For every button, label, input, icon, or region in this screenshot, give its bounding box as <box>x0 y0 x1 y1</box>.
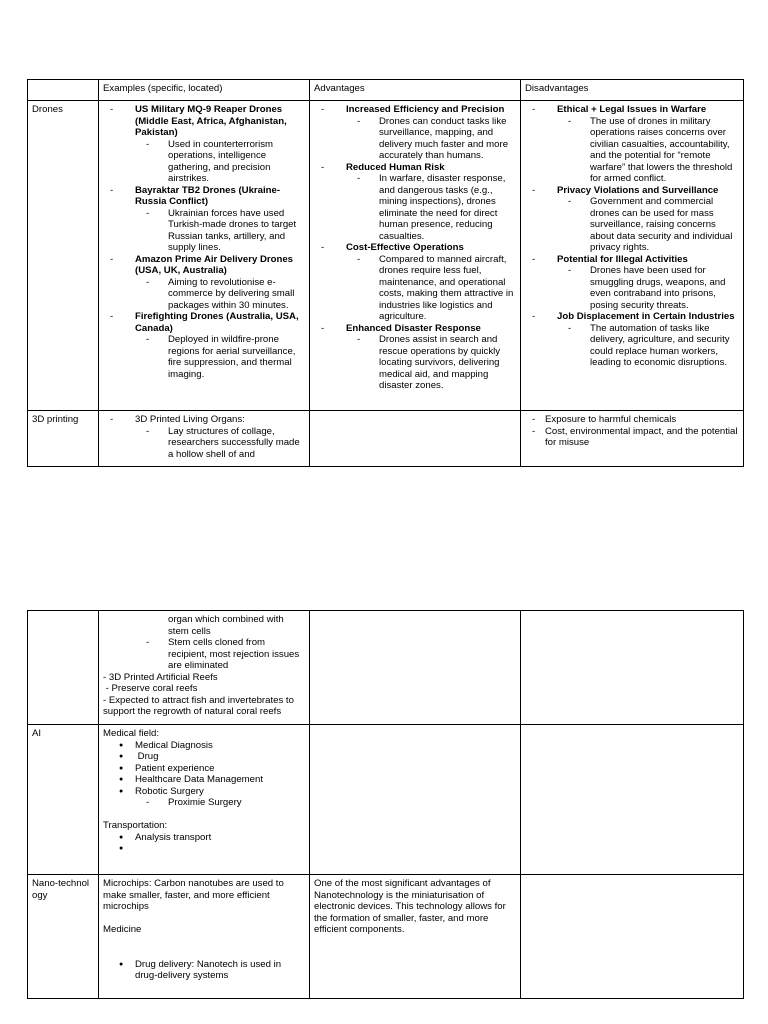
printing-disadvantages-continued-cell <box>521 611 744 725</box>
example-detail: - Ukrainian forces have used Turkish-made drones to target Russian tanks, artillery, and supply lines. <box>168 208 305 254</box>
header-cell-blank <box>28 80 99 101</box>
row-label-blank <box>28 611 99 725</box>
comparison-table-page-1 <box>27 79 744 467</box>
header-cell-examples: Examples (specific, located) <box>99 80 310 101</box>
list-item <box>346 323 516 392</box>
example-title: Firefighting Drones (Australia, USA, Canada) <box>135 311 299 334</box>
list-item: - Cost, environmental impact, and the potential for misuse <box>545 426 739 449</box>
drones-examples-cell <box>99 101 310 411</box>
list-item <box>135 104 305 185</box>
list-item <box>557 104 739 185</box>
medical-heading: Medical field: <box>103 728 159 739</box>
ai-advantages-cell <box>310 725 521 875</box>
list-item <box>135 311 305 380</box>
comparison-table-page-2 <box>27 610 744 999</box>
example-detail: - Stem cells cloned from recipient, most rejection issues are eliminated <box>168 637 305 672</box>
transport-heading: Transportation: <box>103 820 168 831</box>
table-row-ai <box>28 725 744 875</box>
printing-examples-cell <box>99 411 310 467</box>
list-item: ● Drug delivery: Nanotech is used in drug-delivery systems <box>135 959 305 982</box>
advantage-detail: - In warfare, disaster response, and dangerous tasks (e.g., mining inspections), drones eliminate the need for direct human presence, reducing casualties. <box>379 173 516 242</box>
disadvantage-detail: - The use of drones in military operations raises concerns over civilian casualties, accountability, and the potential for “remote warfare” that lowers the threshold for armed conflict. <box>590 116 739 185</box>
drones-advantages-cell <box>310 101 521 411</box>
advantage-text: One of the most significant advantages of Nanotechnology is the miniaturisation of electronic devices. This technology allows for the formation of smaller, faster, and more efficient components. <box>314 878 506 935</box>
list-item <box>135 614 305 672</box>
list-item: - Exposure to harmful chemicals <box>545 414 739 426</box>
disadvantage-title: Privacy Violations and Surveillance <box>557 184 719 196</box>
list-item <box>346 242 516 323</box>
printing-examples-continued-cell <box>99 611 310 725</box>
reefs-line: - Expected to attract fish and invertebrates to support the regrowth of natural coral reefs <box>103 694 294 717</box>
example-title: Bayraktar TB2 Drones (Ukraine-Russia Conflict) <box>135 184 281 207</box>
nano-advantages-cell <box>310 875 521 999</box>
example-detail-continued <box>168 614 305 637</box>
medicine-heading: Medicine <box>103 924 142 935</box>
header-row <box>28 80 744 101</box>
reefs-heading: - 3D Printed Artificial Reefs <box>103 671 218 683</box>
list-item <box>346 162 516 243</box>
row-label-text: Nano-technology <box>32 878 90 901</box>
list-item: ● Healthcare Data Management <box>135 774 305 786</box>
list-item: ● Analysis transport <box>135 832 305 844</box>
drones-disadvantages-cell <box>521 101 744 411</box>
disadvantage-title: Potential for Illegal Activities <box>557 253 688 265</box>
disadvantage-title: Job Displacement in Certain Industries <box>557 311 735 322</box>
advantage-detail: - Drones can conduct tasks like surveillance, mapping, and delivery much faster and more accurately than humans. <box>379 116 516 162</box>
example-title: US Military MQ-9 Reaper Drones (Middle East, Africa, Afghanistan, Pakistan) <box>135 104 287 138</box>
advantage-title: Increased Efficiency and Precision <box>346 104 505 115</box>
row-label-drones: Drones <box>28 101 99 411</box>
example-detail: - Lay structures of collage, researchers successfully made a hollow shell of and <box>168 426 305 461</box>
example-detail: - Used in counterterrorism operations, intelligence gathering, and precision airstrikes. <box>168 139 305 185</box>
header-cell-disadvantages: Disadvantages <box>521 80 744 101</box>
printing-disadvantages-cell <box>521 411 744 467</box>
example-title: 3D Printed Living Organs: <box>135 414 245 425</box>
printing-advantages-continued-cell <box>310 611 521 725</box>
sub-item: - Proximie Surgery <box>168 797 305 809</box>
list-item <box>557 185 739 254</box>
list-item <box>346 104 516 162</box>
example-detail: - Aiming to revolutionise e-commerce by delivering small packages within 30 minutes. <box>168 277 305 312</box>
list-item <box>557 254 739 312</box>
list-item <box>557 311 739 369</box>
header-cell-advantages: Advantages <box>310 80 521 101</box>
disadvantage-detail: - Drones have been used for smuggling drugs, weapons, and even contraband into prisons, posing security threats. <box>590 265 739 311</box>
advantage-detail: - Compared to manned aircraft, drones require less fuel, maintenance, and operational costs, making them attractive in industries like logistics and agriculture. <box>379 254 516 323</box>
advantage-detail: - Drones assist in search and rescue operations by quickly locating survivors, delivering medical aid, and mapping disaster zones. <box>379 334 516 392</box>
microchips-text: Microchips: Carbon nanotubes are used to make smaller, faster, and more efficient microchips <box>103 878 284 912</box>
advantage-title: Cost-Effective Operations <box>346 242 464 253</box>
item-text: Robotic Surgery <box>135 785 204 797</box>
nano-disadvantages-cell <box>521 875 744 999</box>
list-item <box>135 843 305 855</box>
nano-examples-cell <box>99 875 310 999</box>
list-item: ● Patient experience <box>135 763 305 775</box>
advantage-title: Enhanced Disaster Response <box>346 322 481 334</box>
row-label-nanotechnology <box>28 875 99 999</box>
list-item: ● Drug <box>135 751 305 763</box>
table-row-3d-printing-continued <box>28 611 744 725</box>
list-item <box>135 786 305 809</box>
disadvantage-title: Ethical + Legal Issues in Warfare <box>557 104 707 115</box>
reefs-line: - Preserve coral reefs <box>103 683 198 694</box>
row-label-ai: AI <box>28 725 99 875</box>
example-title: Amazon Prime Air Delivery Drones (USA, UK, Australia) <box>135 253 293 276</box>
detail-text: organ which combined with stem cells <box>168 614 284 637</box>
list-item: ● Medical Diagnosis <box>135 740 305 752</box>
table-row-drones <box>28 101 744 411</box>
list-item <box>135 185 305 254</box>
table-row-3d-printing <box>28 411 744 467</box>
advantage-title: Reduced Human Risk <box>346 161 445 173</box>
ai-disadvantages-cell <box>521 725 744 875</box>
list-item <box>135 254 305 312</box>
row-label-3d-printing: 3D printing <box>28 411 99 467</box>
disadvantage-detail: - The automation of tasks like delivery, agriculture, and security could replace human workers, leading to economic disruptions. <box>590 323 739 369</box>
example-detail: - Deployed in wildfire-prone regions for aerial surveillance, fire suppression, and thermal imaging. <box>168 334 305 380</box>
table-row-nanotechnology <box>28 875 744 999</box>
printing-advantages-cell <box>310 411 521 467</box>
list-item <box>135 414 305 460</box>
disadvantage-detail: - Government and commercial drones can be used for mass surveillance, raising concerns about data security and individual privacy rights. <box>590 196 739 254</box>
ai-examples-cell <box>99 725 310 875</box>
